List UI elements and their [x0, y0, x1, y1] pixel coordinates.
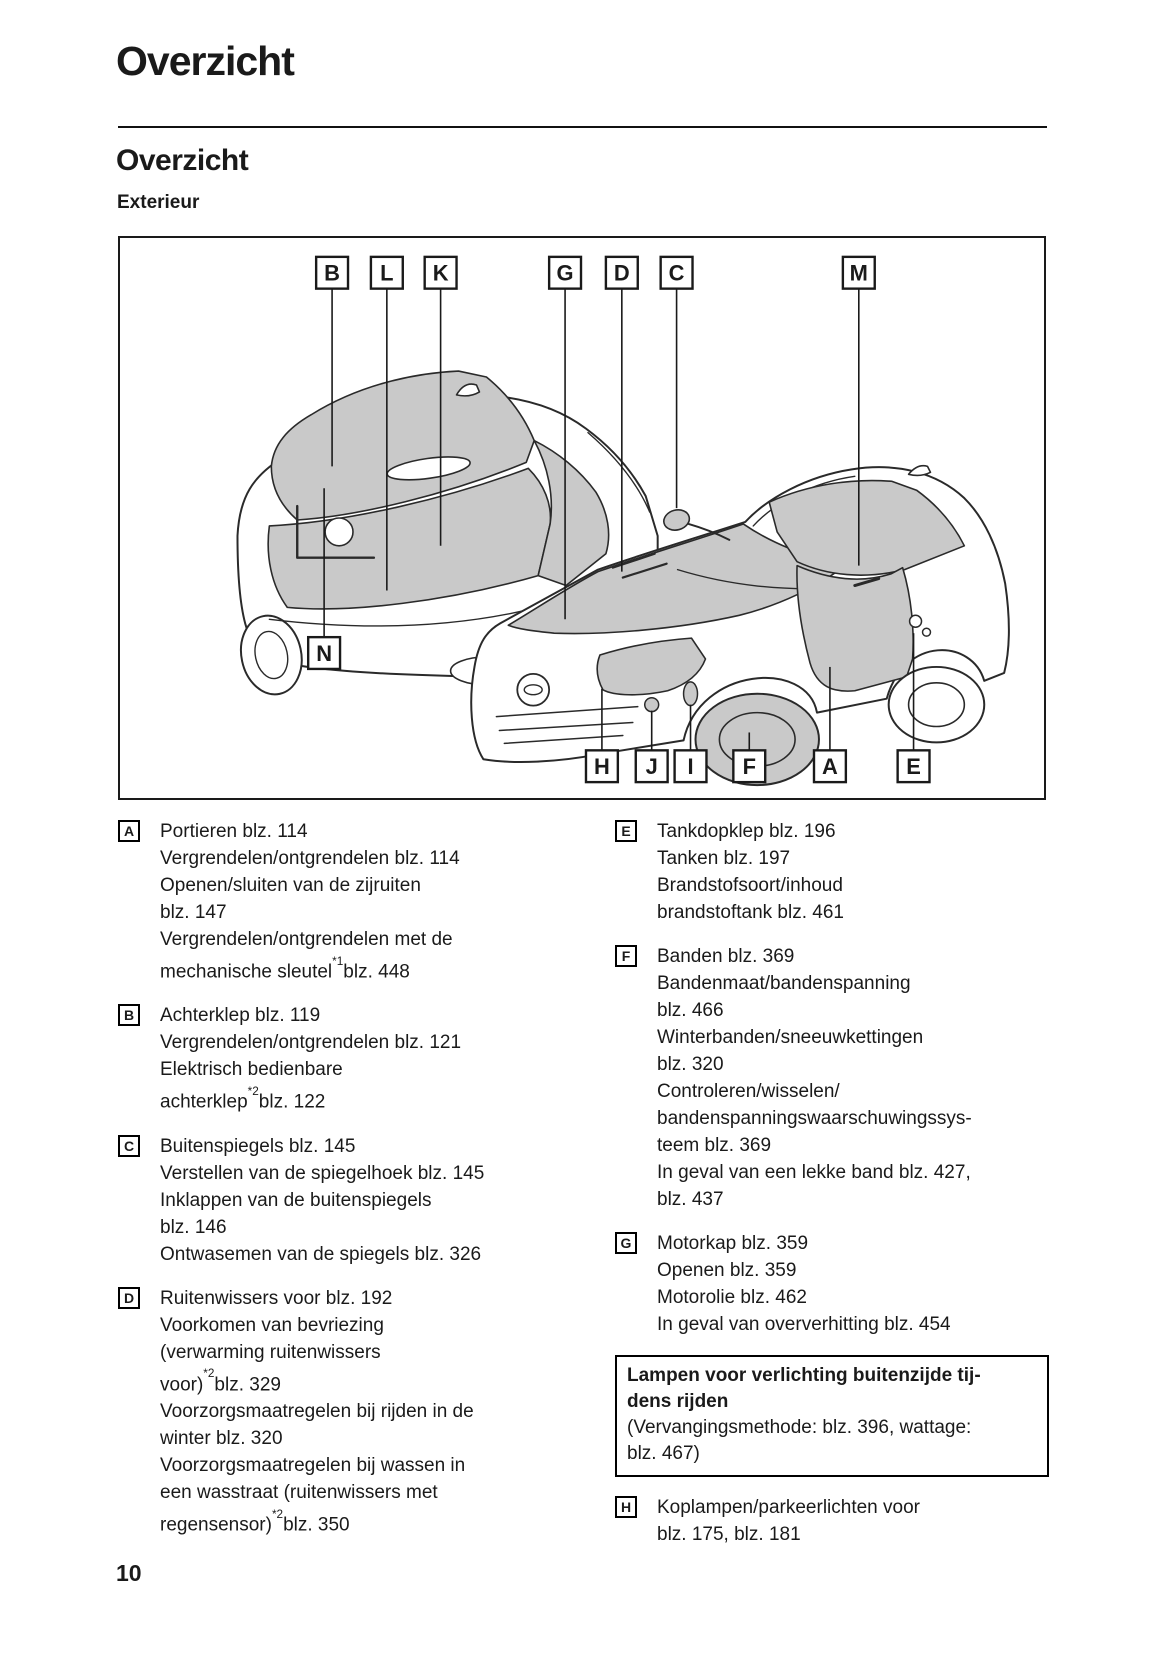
- callout-letter-F: F: [742, 754, 756, 780]
- item-line: een wasstraat (ruitenwissers met: [160, 1481, 438, 1503]
- callout-letter-E: E: [906, 754, 921, 780]
- item-line: teem blz. 369: [657, 1135, 772, 1156]
- legend-letter-A: A: [118, 820, 140, 842]
- item-line: Ontwasemen van de spiegels blz. 326: [160, 1243, 482, 1265]
- door-mirror-shade: [662, 507, 692, 533]
- item-line: blz. 147: [160, 902, 227, 923]
- front-emblem: [517, 674, 549, 706]
- fuel-filler-cap: [910, 615, 922, 627]
- item-line: Controleren/wisselen/: [657, 1081, 840, 1102]
- legend-item-H: [615, 1494, 1049, 1548]
- legend-letter-F: F: [615, 945, 637, 967]
- item-title: Buitenspiegels blz. 145: [160, 1135, 356, 1157]
- item-title: Motorkap blz. 359: [657, 1233, 809, 1254]
- legend-item-D: [118, 1285, 588, 1539]
- front-car-roof-fin: [909, 466, 931, 476]
- item-title: Banden blz. 369: [657, 946, 795, 967]
- note-body-line: (Vervangingsmethode: blz. 396, wattage:: [627, 1417, 972, 1438]
- item-line: In geval van een lekke band blz. 427,: [657, 1162, 971, 1183]
- item-line: Winterbanden/sneeuwkettingen: [657, 1027, 924, 1048]
- item-line: blz. 437: [657, 1189, 724, 1210]
- item-line: Motorolie blz. 462: [657, 1287, 807, 1308]
- item-line: Openen blz. 359: [657, 1260, 797, 1281]
- subsection-title: Exterieur: [117, 192, 200, 213]
- callout-letter-J: J: [645, 754, 658, 780]
- legend-item-A: [118, 818, 588, 985]
- callout-letter-H: H: [594, 754, 610, 780]
- item-line: bandenspanningswaarschuwingssys-: [657, 1108, 972, 1129]
- legend-item-E: [615, 818, 1049, 926]
- item-line: regensensor)$^{*2}$blz. 350: [160, 1507, 350, 1536]
- item-line: (verwarming ruitenwissers: [160, 1341, 381, 1363]
- item-line: Brandstofsoort/inhoud: [657, 875, 843, 896]
- item-line: achterklep$^{*2}$blz. 122: [160, 1085, 326, 1113]
- legend-letter-G: G: [615, 1232, 637, 1254]
- callout-letter-B: B: [324, 260, 340, 286]
- item-line: winter blz. 320: [160, 1427, 283, 1449]
- item-line: brandstoftank blz. 461: [657, 902, 844, 923]
- callout-letter-K: K: [432, 260, 449, 286]
- callout-letter-M: M: [849, 260, 868, 286]
- legend-column-right: [615, 818, 1049, 1565]
- item-line: Voorzorgsmaatregelen bij wassen in: [160, 1454, 466, 1476]
- item-line: Voorzorgsmaatregelen bij rijden in de: [160, 1400, 474, 1422]
- exterior-diagram-svg: [120, 238, 1044, 798]
- legend-item-F: [615, 943, 1049, 1213]
- item-title: Tankdopklep blz. 196: [657, 821, 836, 842]
- note-body-line: blz. 467): [627, 1443, 700, 1464]
- item-line: Openen/sluiten van de zijruiten: [160, 875, 421, 896]
- item-line: Vergrendelen/ontgrendelen blz. 121: [160, 1032, 462, 1054]
- chapter-title: Overzicht: [116, 38, 294, 84]
- item-title: Achterklep blz. 119: [160, 1005, 321, 1027]
- legend-letter-D: D: [118, 1287, 140, 1309]
- note-title-line: dens rijden: [627, 1391, 729, 1412]
- callout-letter-G: G: [556, 260, 574, 286]
- exterior-lights-note: [615, 1355, 1049, 1477]
- item-line: In geval van oververhitting blz. 454: [657, 1314, 951, 1335]
- legend-item-C: [118, 1133, 588, 1268]
- item-line: blz. 146: [160, 1216, 227, 1238]
- callout-letter-I: I: [687, 754, 694, 780]
- item-title: Portieren blz. 114: [160, 821, 308, 842]
- turn-signal: [684, 682, 698, 706]
- item-line: blz. 175, blz. 181: [657, 1524, 801, 1545]
- note-title-line: Lampen voor verlichting buitenzijde tij-: [627, 1365, 981, 1386]
- legend-letter-B: B: [118, 1004, 140, 1026]
- item-line: Voorkomen van bevriezing: [160, 1314, 384, 1336]
- legend-letter-C: C: [118, 1135, 140, 1157]
- item-line: Elektrisch bedienbare: [160, 1059, 343, 1081]
- fuel-filler-cap-small: [923, 628, 931, 636]
- item-line: blz. 320: [657, 1054, 724, 1075]
- legend-item-G: [615, 1230, 1049, 1338]
- item-line: Vergrendelen/ontgrendelen blz. 114: [160, 848, 460, 869]
- header-divider: [118, 126, 1047, 128]
- page-number: 10: [116, 1560, 142, 1586]
- legend-letter-E: E: [615, 820, 637, 842]
- rear-emblem: [325, 518, 353, 546]
- legend-item-B: [118, 1002, 588, 1115]
- item-line: Inklappen van de buitenspiegels: [160, 1189, 432, 1211]
- callout-letter-A: A: [822, 754, 838, 780]
- fog-sensor: [645, 698, 659, 712]
- item-line: Bandenmaat/bandenspanning: [657, 973, 911, 994]
- legend-column-left: [118, 818, 588, 1555]
- callout-letter-C: C: [668, 260, 685, 286]
- item-line: voor)$^{*2}$blz. 329: [160, 1367, 281, 1395]
- rear-wheel: [889, 667, 985, 742]
- item-line: blz. 466: [657, 1000, 724, 1021]
- callout-letter-N: N: [316, 641, 333, 666]
- item-line: mechanische sleutel$^{*1}$blz. 448: [160, 954, 410, 983]
- item-title: Ruitenwissers voor blz. 192: [160, 1287, 393, 1309]
- callout-letter-L: L: [380, 260, 394, 286]
- item-line: Tanken blz. 197: [657, 848, 791, 869]
- exterior-diagram: [118, 236, 1046, 800]
- item-title: Koplampen/parkeerlichten voor: [657, 1497, 920, 1518]
- item-line: Verstellen van de spiegelhoek blz. 145: [160, 1162, 485, 1184]
- legend-letter-H: H: [615, 1496, 637, 1518]
- section-title: Overzicht: [116, 144, 249, 177]
- item-line: Vergrendelen/ontgrendelen met de: [160, 929, 453, 950]
- callout-letter-D: D: [613, 260, 630, 286]
